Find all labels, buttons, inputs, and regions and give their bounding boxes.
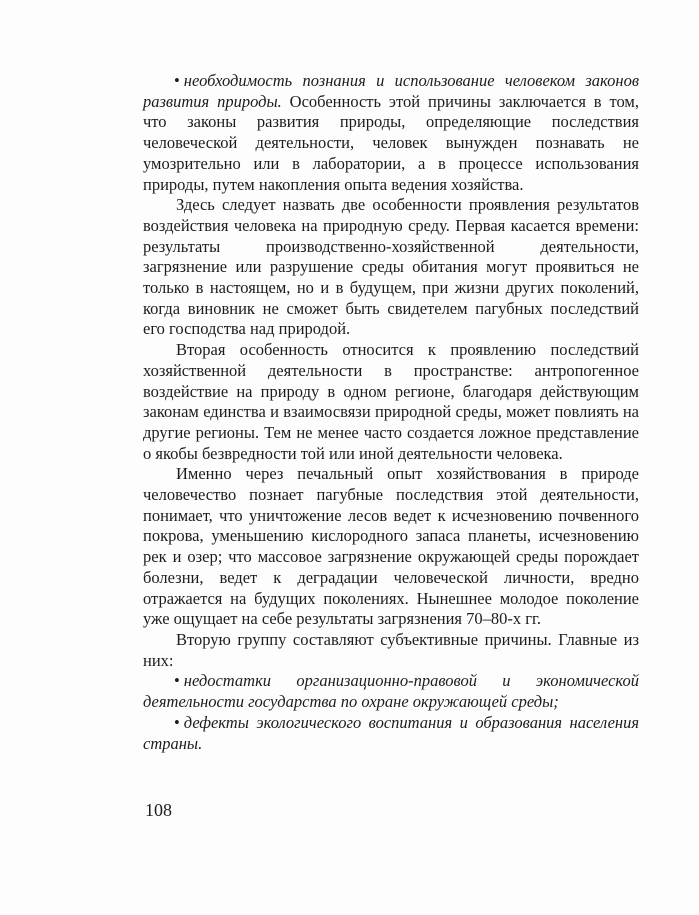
bullet-marker: • <box>174 712 180 732</box>
page-number: 108 <box>145 800 172 820</box>
paragraph-5: Вторую группу составляют субъективные причины. Главные из них: <box>143 629 639 670</box>
bullet-paragraph-7 <box>143 713 639 754</box>
body-text <box>143 71 639 754</box>
paragraph-2: Здесь следует назвать две особенности проявления результатов воздействия человека на природную среду. Первая касается времени: результаты производственно-хозяйственной деятельности, загрязнение или разрушение среды обитания могут проявиться не только в настоящем, но и в будущем, при жизни других поколений, когда виновник не сможет быть свидетелем пагубных последствий его господства над природой. <box>143 195 639 339</box>
bullet-italic-text: необходимость познания и использование человеком законов развития природы. <box>143 71 639 111</box>
bullet-paragraph-6 <box>143 671 639 712</box>
paragraph-4: Именно через печальный опыт хозяйствования в природе человечество познает пагубные последствия этой деятельности, понимает, что уничтожение лесов ведет к исчезновению почвенного покрова, уменьшению кислородного запаса планеты, исчезновению рек и озер; что массовое загрязнение окружающей среды порождает болезни, ведет к деградации человеческой личности, вредно отражается на будущих поколениях. Нынешнее молодое поколение уже ощущает на себе результаты загрязнения 70–80-х гг. <box>143 464 639 629</box>
bullet-body-text: Особенность этой причины заключается в том, что законы развития природы, определяющие последствия человеческой деятельности, человек вынужден познавать не умозрительно или в лаборатории, а в процессе использования природы, путем накопления опыта ведения хозяйства. <box>143 91 639 194</box>
bullet-paragraph-1 <box>143 71 639 195</box>
bullet-marker: • <box>174 671 180 691</box>
bullet-marker: • <box>174 71 180 90</box>
bullet-italic-text: недостатки организационно-правовой и экономической деятельности государства по охране окружающей среды; <box>143 671 639 712</box>
bullet-italic-text: дефекты экологического воспитания и образования населения страны. <box>143 712 639 753</box>
paragraph-3: Вторая особенность относится к проявлению последствий хозяйственной деятельности в пространстве: антропогенное воздействие на природу в одном регионе, благодаря действующим законам единства и взаимосвязи природной среды, может повлиять на другие регионы. Тем не менее часто создается ложное представление о якобы безвредности той или иной деятельности человека. <box>143 340 639 463</box>
